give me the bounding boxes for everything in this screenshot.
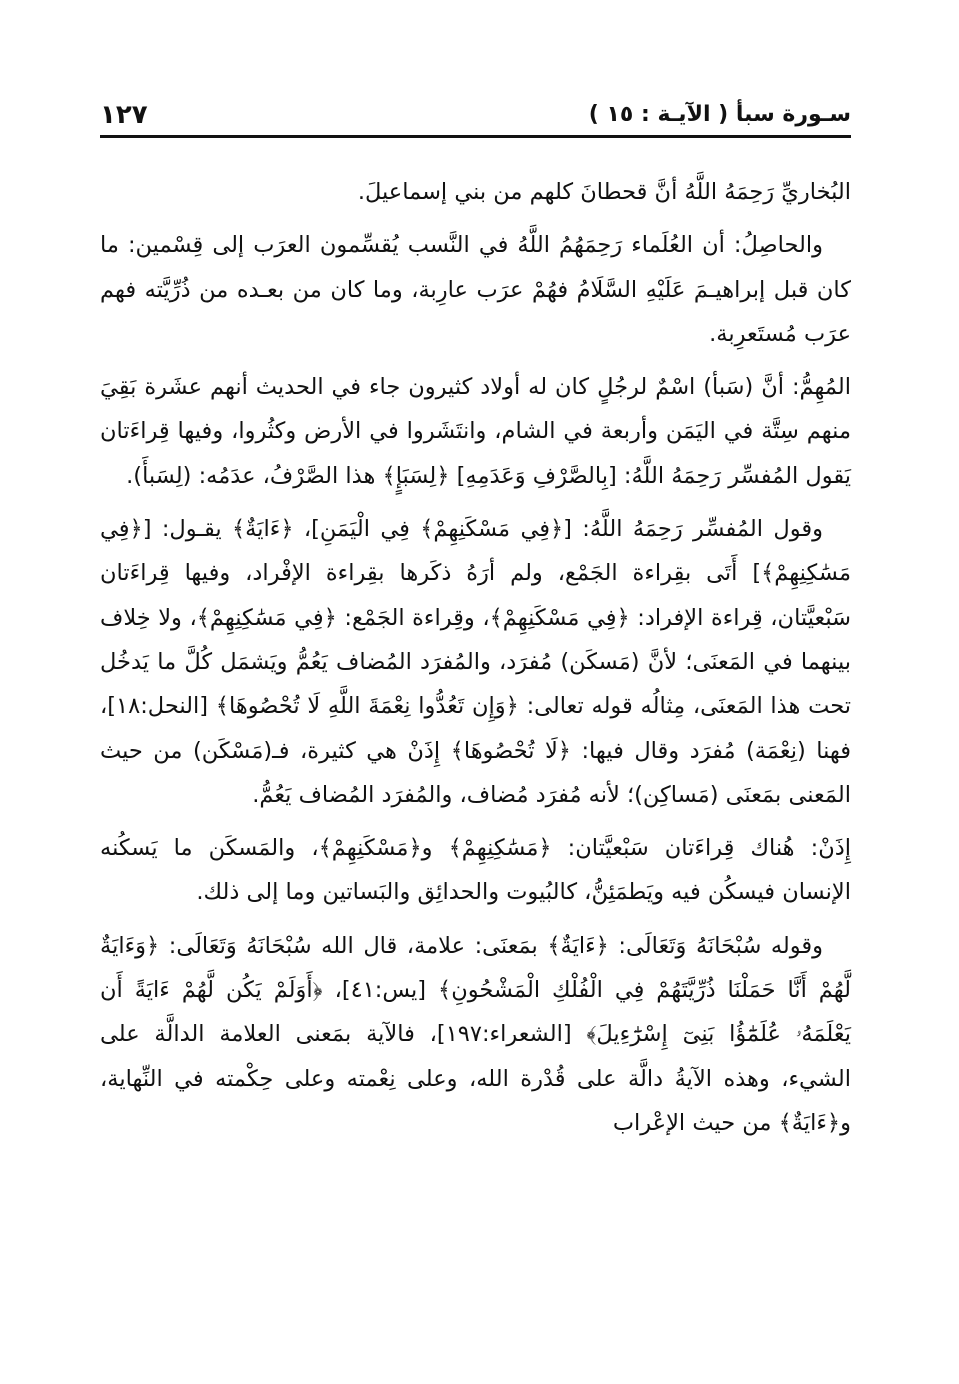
header-divider [100, 135, 851, 138]
paragraph: إِذَنْ: هُناك قِراءَتان سَبْعيَّتان: ﴿مَسَٰكِنِهِمْ﴾ و﴿مَسْكَنِهِمْ﴾، والمَسكَن ما يَسكُنه الإنسان فيسكُن فيه ويَطمَئِنُّ، كالبُيوت والحدائِق والبَساتين وما إلى ذلك. [100, 835, 851, 906]
paragraph: البُخاريِّ رَحِمَهُ اللَّهُ أنَّ قحطانَ كلهم من بني إسماعيلَ. [357, 179, 851, 205]
page-header [100, 100, 851, 134]
page-body [100, 170, 851, 1154]
page-number: ١٢٧ [100, 100, 148, 130]
paragraph: المُهِمُّ: أنَّ (سَبأ) اسْمٌ لرجُلٍ كان له أولاد كثيرون جاء في الحديث أنهم عشَرة بَقِيَ منهم سِتَّة في اليَمَن وأربعة في الشام، وانتَشَروا في الأرض وكثُروا، وفيها قِراءَتان يَقول المُفسِّر رَحِمَهُ اللَّهُ: [بِالصَّرْفِ وَعَدَمِهِ] ﴿لِسَبَإٍ﴾ هذا الصَّرْفُ، عدَمُه: (لِسَبأَ). [100, 374, 851, 489]
surah-title: سـورة سبأ ( الآيـة : ١٥ ) [588, 102, 851, 127]
paragraph: وقوله سُبْحَانَهُ وَتَعَالَى: ﴿ءَايَةٌ﴾ بمَعنَى: علامة، قال الله سُبْحَانَهُ وَتَعَالَى: ﴿وَءَايَةٌ لَّهُمْ أَنَّا حَمَلْنَا ذُرِّيَّتَهُمْ فِي الْفُلْكِ الْمَشْحُونِ﴾ [يس:٤١]، ﴿أَوَلَمْ يَكُن لَّهُمْ ءَايَةً أَن يَعْلَمَهُۥ عُلَمَٰٓؤُا بَنِىٓ إِسْرَٰٓءِيلَ﴾ [الشعراء:١٩٧]، فالآية بمَعنى العلامة الدالَّة على الشيء، وهذه الآيةُ دالَّة على قُدْرة الله، وعلى نِعْمته وعلى حِكْمته في النِّهاية، و﴿ءَايَةٌ﴾ من حيث الإعْراب [100, 932, 852, 1136]
paragraph: وقول المُفسِّر رَحِمَهُ اللَّهُ: [﴿فِي مَسْكَنِهِمْ﴾ فِي الْيَمَنِ]، ﴿ءَايَةٌ﴾ يقـول: [﴿فِي مَسَٰكِنِهِمْ﴾] أَتَى بقِراءة الجَمْع، ولم أرَهُ ذكَرها بقِراءة الإفْراد، وفيها قِراءَتان سَبْعيَّتان، قِراءة الإفراد: ﴿فِي مَسْكَنِهِمْ﴾، وقِراءة الجَمْع: ﴿فِي مَسَٰكِنِهِمْ﴾، ولا خِلاف بينهما في المَعنَى؛ لأنَّ (مَسكَن) مُفرَد، والمُفرَد المُضاف يَعُمُّ ويَشمَل كُلَّ ما يَدخُل تحت هذا المَعنَى، مِثالُه قوله تعالى: ﴿وَإِن تَعُدُّوا نِعْمَةَ اللَّهِ لَا تُحْصُوهَا﴾ [النحل:١٨]، فهنا (نِعْمَة) مُفرَد وقال فيها: ﴿لَا تُحْصُوهَا﴾ إِذَنْ هي كثيرة، فـ(مَسْكَن) من حيث المَعنى بمَعنَى (مَساكِن)؛ لأنه مُفرَد مُضاف، والمُفرَد المُضاف يَعُمُّ. [100, 516, 851, 808]
paragraph: والحاصِلُ: أن العُلَماء رَحِمَهُمُ اللَّهُ في النَّسب يُقسِّمون العرَب إلى قِسْمين: ما كان قبل إبراهيـمَ عَلَيْهِ السَّلَامُ فهُمْ عرَب عارِبة، وما كان من بعـده من ذُرِّيَّته فهم عرَب مُستَعرِبة. [100, 232, 851, 347]
